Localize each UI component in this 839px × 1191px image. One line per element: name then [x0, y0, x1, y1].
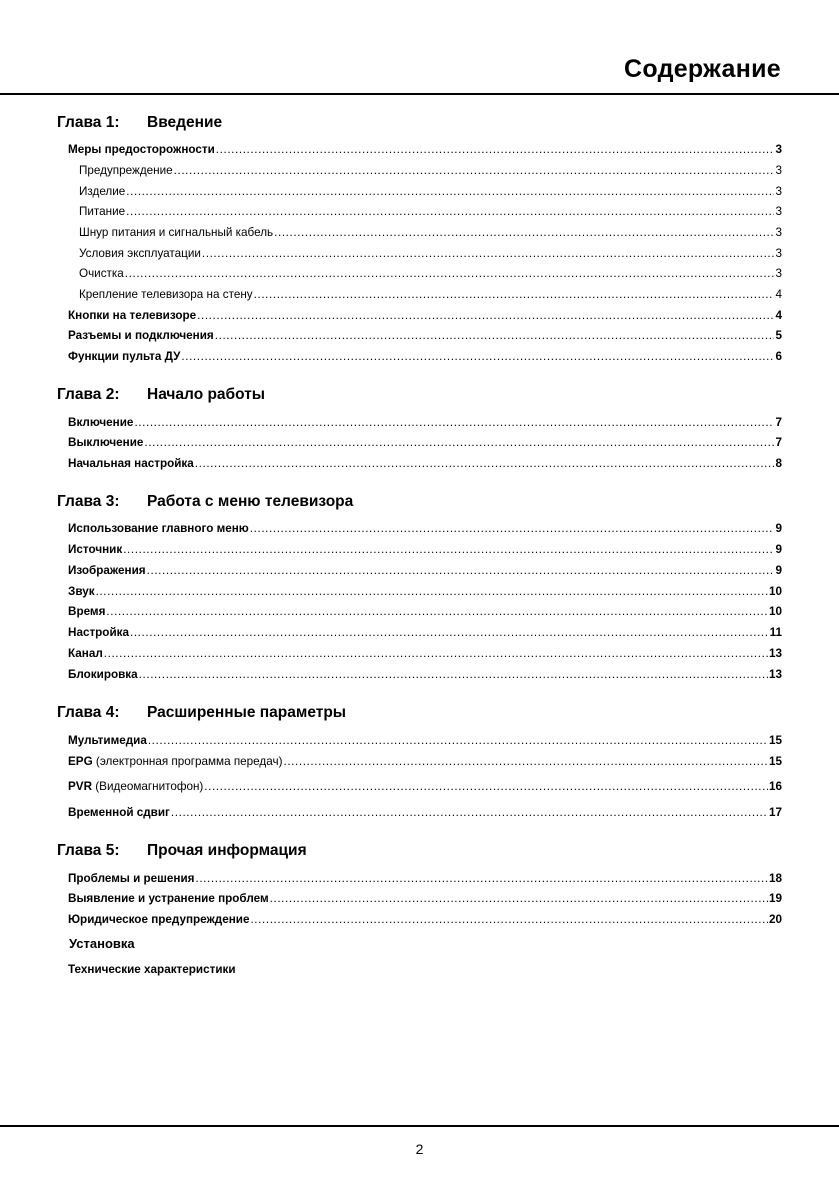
- leader-dots: [106, 605, 768, 619]
- entry-page: 13: [768, 647, 782, 660]
- chapter-label: Глава 5:: [57, 842, 120, 859]
- chapter-name: Работа с меню телевизора: [147, 493, 354, 510]
- entry-page: 19: [768, 892, 782, 905]
- chapter-name: Расширенные параметры: [147, 704, 347, 721]
- entry-title: Разъемы и подключения: [68, 329, 214, 342]
- chapter-label: Глава 3:: [57, 493, 120, 510]
- entry-page: 5: [775, 329, 782, 342]
- entry-page: 13: [768, 668, 782, 681]
- entry-title: Выявление и устранение проблем: [68, 892, 269, 905]
- entry-title: Выключение: [68, 436, 144, 449]
- entry-page: 9: [775, 522, 782, 535]
- entry-title: Источник: [68, 543, 123, 556]
- entry-title: Предупреждение: [79, 164, 173, 177]
- leader-dots: [216, 143, 775, 157]
- entry-title: Кнопки на телевизоре: [68, 309, 197, 322]
- entry-title: Использование главного меню: [68, 522, 249, 535]
- chapter-label: Глава 2:: [57, 386, 120, 403]
- entry-page: 4: [775, 309, 782, 322]
- entry-title: Блокировка: [68, 668, 138, 681]
- leader-dots: [195, 457, 775, 471]
- entry-page: 3: [775, 247, 782, 260]
- leader-dots: [195, 872, 768, 886]
- leader-dots: [139, 668, 768, 682]
- toc-entry[interactable]: [68, 872, 782, 886]
- leader-dots: [130, 626, 769, 640]
- chapter-name: Введение: [147, 114, 223, 131]
- entry-page: 9: [775, 564, 782, 577]
- leader-dots: [96, 585, 768, 599]
- entry-title: EPG: [68, 755, 93, 768]
- leader-dots: [202, 247, 775, 261]
- entry-page: 3: [775, 143, 782, 156]
- entry-title: Очистка: [79, 267, 124, 280]
- entry-page: 4: [775, 288, 782, 301]
- leader-dots: [254, 288, 775, 302]
- chapter-heading: [57, 386, 265, 404]
- toc-entry[interactable]: [68, 436, 782, 450]
- entry-title-group: [68, 780, 203, 794]
- chapter-name: Начало работы: [147, 386, 266, 403]
- entry-page: 3: [775, 226, 782, 239]
- toc-entry[interactable]: [68, 585, 782, 599]
- toc-entry[interactable]: [68, 755, 782, 769]
- entry-title: Функции пульта ДУ: [68, 350, 181, 363]
- entry-title: Юридическое предупреждение: [68, 913, 250, 926]
- chapter-heading: [57, 493, 353, 511]
- leader-dots: [274, 226, 774, 240]
- toc-entry-no-page[interactable]: Установка: [69, 936, 135, 951]
- toc-subentry[interactable]: [79, 185, 782, 199]
- leader-dots: [250, 522, 775, 536]
- toc-entry[interactable]: [68, 564, 782, 578]
- entry-title: PVR: [68, 780, 93, 793]
- toc-subentry[interactable]: [79, 226, 782, 240]
- entry-title: Крепление телевизора на стену: [79, 288, 253, 301]
- entry-title-extension: (Видеомагнитофон): [92, 780, 204, 793]
- leader-dots: [270, 892, 768, 906]
- leader-dots: [250, 913, 768, 927]
- entry-page: 11: [769, 626, 782, 639]
- entry-page: 17: [768, 806, 782, 819]
- entry-title: Настройка: [68, 626, 129, 639]
- leader-dots: [144, 436, 774, 450]
- leader-dots: [283, 755, 768, 769]
- toc-entry[interactable]: [68, 605, 782, 619]
- page-title: Содержание: [623, 55, 781, 83]
- toc-entry[interactable]: [68, 734, 782, 748]
- toc-entry[interactable]: [68, 329, 782, 343]
- leader-dots: [204, 780, 768, 794]
- toc-entry[interactable]: [68, 913, 782, 927]
- entry-title: Канал: [68, 647, 103, 660]
- entry-page: 15: [768, 755, 782, 768]
- toc-subentry[interactable]: [79, 205, 782, 219]
- toc-entry[interactable]: [68, 416, 782, 430]
- toc-entry[interactable]: [68, 647, 782, 661]
- toc-subentry[interactable]: [79, 288, 782, 302]
- chapter-heading: [57, 704, 346, 722]
- leader-dots: [134, 416, 774, 430]
- chapter-label: Глава 4:: [57, 704, 120, 721]
- entry-title: Временной сдвиг: [68, 806, 170, 819]
- entry-page: 3: [775, 205, 782, 218]
- entry-title: Шнур питания и сигнальный кабель: [79, 226, 274, 239]
- entry-page: 6: [775, 350, 782, 363]
- entry-page: 20: [768, 913, 782, 926]
- leader-dots: [197, 309, 774, 323]
- toc-entry[interactable]: [68, 780, 782, 794]
- entry-title: Условия эксплуатации: [79, 247, 201, 260]
- leader-dots: [215, 329, 775, 343]
- leader-dots: [125, 267, 775, 281]
- leader-dots: [181, 350, 774, 364]
- toc-entry[interactable]: [68, 350, 782, 364]
- chapter-label: Глава 1:: [57, 114, 120, 131]
- entry-title: Проблемы и решения: [68, 872, 195, 885]
- footer-rule: [0, 1125, 839, 1127]
- leader-dots: [148, 734, 768, 748]
- entry-title: Изделие: [79, 185, 126, 198]
- entry-title: Меры предосторожности: [68, 143, 215, 156]
- entry-title: Начальная настройка: [68, 457, 194, 470]
- entry-title: Включение: [68, 416, 134, 429]
- toc-entry[interactable]: [68, 543, 782, 557]
- toc-subentry[interactable]: [79, 267, 782, 281]
- chapter-heading: [57, 114, 222, 132]
- entry-page: 7: [775, 436, 782, 449]
- leader-dots: [126, 185, 774, 199]
- entry-title: Мультимедиа: [68, 734, 147, 747]
- entry-title-group: [68, 755, 282, 769]
- leader-dots: [123, 543, 774, 557]
- entry-page: 16: [768, 780, 782, 793]
- leader-dots: [171, 806, 768, 820]
- toc-entry-no-page[interactable]: Технические характеристики: [68, 963, 236, 976]
- toc-entry[interactable]: [68, 309, 782, 323]
- toc-subentry[interactable]: [79, 164, 782, 178]
- entry-page: 3: [775, 267, 782, 280]
- entry-title: Звук: [68, 585, 95, 598]
- chapter-heading: [57, 842, 307, 860]
- toc-entry[interactable]: [68, 522, 782, 536]
- toc-entry[interactable]: [68, 143, 782, 157]
- entry-page: 18: [768, 872, 782, 885]
- entry-title: Изображения: [68, 564, 146, 577]
- toc-subentry[interactable]: [79, 247, 782, 261]
- chapter-name: Прочая информация: [147, 842, 307, 859]
- entry-page: 7: [775, 416, 782, 429]
- leader-dots: [126, 205, 774, 219]
- entry-page: 15: [768, 734, 782, 747]
- toc-entry[interactable]: [68, 668, 782, 682]
- entry-page: 3: [775, 185, 782, 198]
- entry-title-extension: (электронная программа передач): [92, 755, 283, 768]
- entry-page: 9: [775, 543, 782, 556]
- entry-page: 10: [768, 605, 782, 618]
- leader-dots: [147, 564, 775, 578]
- leader-dots: [104, 647, 768, 661]
- toc-entry[interactable]: [68, 806, 782, 820]
- entry-page: 8: [775, 457, 782, 470]
- toc-entry[interactable]: [68, 457, 782, 471]
- entry-title: Питание: [79, 205, 126, 218]
- entry-page: 3: [775, 164, 782, 177]
- toc-entry[interactable]: [68, 626, 782, 640]
- toc-entry[interactable]: [68, 892, 782, 906]
- entry-page: 10: [768, 585, 782, 598]
- entry-title: Время: [68, 605, 106, 618]
- page-number: 2: [415, 1141, 424, 1157]
- leader-dots: [174, 164, 775, 178]
